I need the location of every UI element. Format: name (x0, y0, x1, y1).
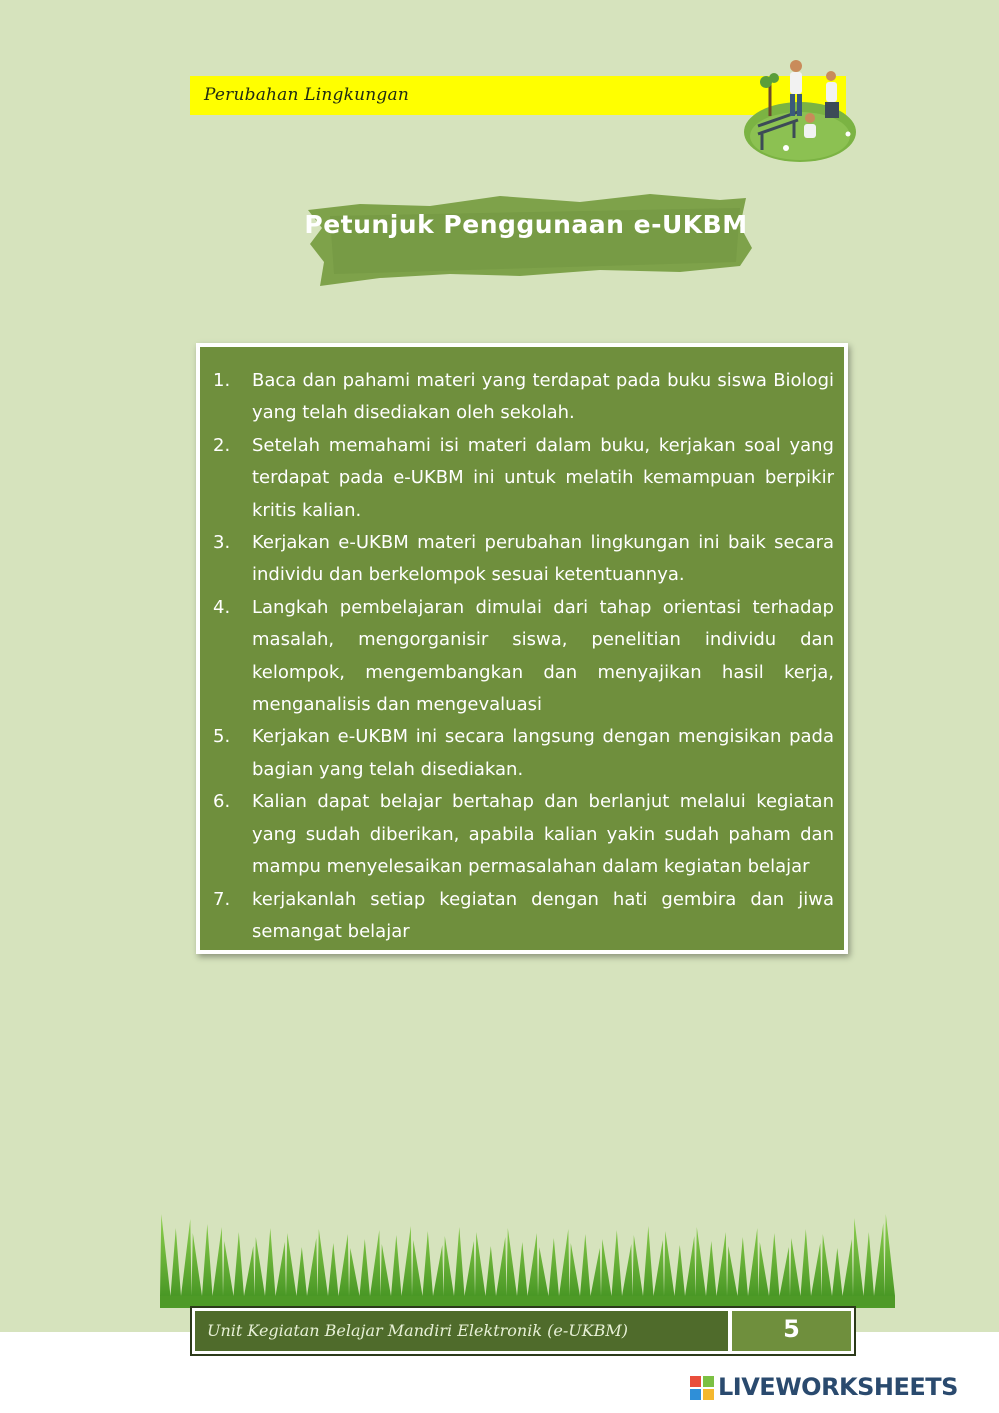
liveworksheets-wordmark: LIVEWORKSHEETS (718, 1373, 958, 1401)
chapter-title: Perubahan Lingkungan (204, 85, 409, 105)
list-item-text: Setelah memahami isi materi dalam buku, kerjakan soal yang terdapat pada e-UKBM ini untuk melatih kemampuan berpikir kritis kalian. (252, 434, 834, 521)
list-item-number: 7. (213, 888, 231, 910)
list-item-number: 6. (213, 791, 231, 813)
page-number: 5 (783, 1315, 800, 1343)
liveworksheets-icon (690, 1376, 714, 1400)
list-item (213, 786, 834, 883)
list-item-text: kerjakanlah setiap kegiatan dengan hati gembira dan jiwa semangat belajar (252, 888, 834, 942)
list-item-text: Kerjakan e-UKBM materi perubahan lingkungan ini baik secara individu dan berkelompok sesuai ketentuannya. (252, 532, 834, 586)
grass-decoration (160, 1210, 895, 1308)
list-item-text: Langkah pembelajaran dimulai dari tahap orientasi terhadap masalah, mengorganisir siswa, penelitian individu dan kelompok, mengembangkan dan menyajikan hasil kerja, menganalisis dan mengevaluasi (252, 596, 834, 716)
footer-bar (190, 1306, 856, 1356)
page-number-box (732, 1311, 851, 1351)
gardening-illustration (738, 54, 864, 164)
list-item (213, 721, 834, 786)
list-item-number: 2. (213, 434, 231, 456)
instructions-list (200, 347, 844, 948)
list-item-number: 5. (213, 726, 231, 748)
list-item-number: 4. (213, 596, 231, 618)
list-item-text: Kalian dapat belajar bertahap dan berlanjut melalui kegiatan yang sudah diberikan, apabila kalian yakin sudah paham dan mampu menyelesaikan permasalahan dalam kegiatan belajar (252, 791, 834, 878)
list-item (213, 365, 834, 430)
list-item (213, 592, 834, 722)
footer-label: Unit Kegiatan Belajar Mandiri Elektronik (e-UKBM) (207, 1321, 629, 1340)
instructions-panel (196, 343, 848, 954)
list-item (213, 884, 834, 949)
footer-label-box (195, 1311, 728, 1351)
list-item (213, 430, 834, 527)
list-item-number: 1. (213, 370, 231, 391)
list-item-number: 3. (213, 532, 231, 554)
page-title: Petunjuk Penggunaan e-UKBM (304, 210, 748, 239)
list-item-text: Baca dan pahami materi yang terdapat pada buku siswa Biologi yang telah disediakan oleh sekolah. (252, 370, 834, 424)
list-item (213, 527, 834, 592)
list-item-text: Kerjakan e-UKBM ini secara langsung dengan mengisikan pada bagian yang telah disediakan. (252, 726, 834, 780)
